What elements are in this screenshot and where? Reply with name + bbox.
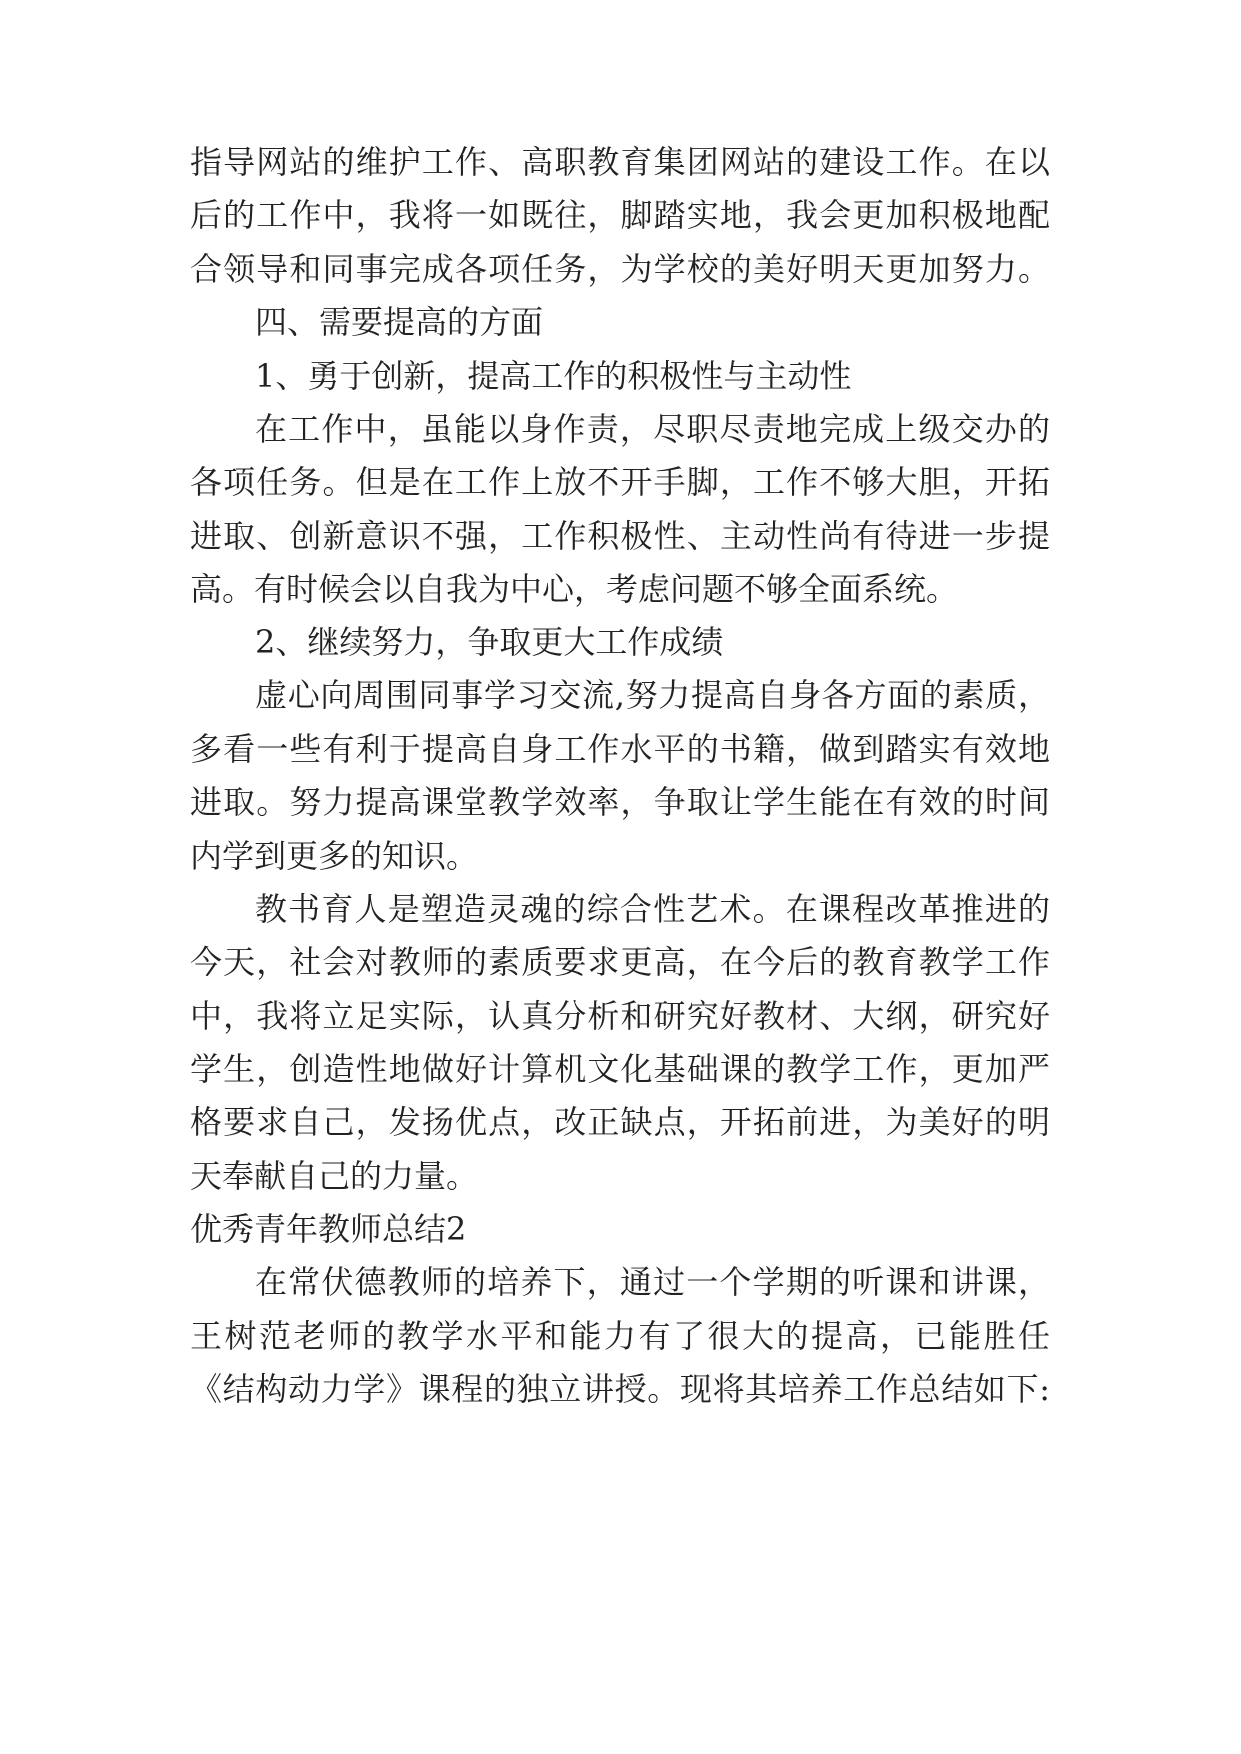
paragraph-line: 今天，社会对教师的素质要求更高，在今后的教育教学工作: [190, 943, 1050, 981]
paragraph-line: 在常伏德教师的培养下，通过一个学期的听课和讲课，: [255, 1263, 1050, 1301]
subsection-heading: 2、继续努力，争取更大工作成绩: [255, 623, 724, 661]
paragraph-line: 王树范老师的教学水平和能力有了很大的提高，已能胜任: [190, 1317, 1050, 1355]
paragraph-line: 虚心向周围同事学习交流,努力提高自身各方面的素质，: [255, 676, 1050, 714]
paragraph-line: 中，我将立足实际，认真分析和研究好教材、大纲，研究好: [190, 997, 1050, 1035]
paragraph-line: 指导网站的维护工作、高职教育集团网站的建设工作。在以: [190, 143, 1050, 181]
paragraph-line: 进取、创新意识不强，工作积极性、主动性尚有待进一步提: [190, 517, 1050, 555]
document-section-title: 优秀青年教师总结2: [190, 1210, 467, 1248]
paragraph-line: 各项任务。但是在工作上放不开手脚，工作不够大胆，开拓: [190, 463, 1050, 501]
paragraph-line: 在工作中，虽能以身作责，尽职尽责地完成上级交办的: [255, 410, 1050, 448]
subsection-heading: 1、勇于创新，提高工作的积极性与主动性: [255, 357, 852, 395]
paragraph-line: 《结构动力学》课程的独立讲授。现将其培养工作总结如下:: [190, 1370, 1050, 1408]
paragraph-line: 天奉献自己的力量。: [190, 1157, 479, 1195]
paragraph-line: 高。有时候会以自我为中心，考虑问题不够全面系统。: [190, 570, 959, 608]
paragraph-line: 进取。努力提高课堂教学效率，争取让学生能在有效的时间: [190, 783, 1050, 821]
paragraph-line: 教书育人是塑造灵魂的综合性艺术。在课程改革推进的: [255, 890, 1050, 928]
paragraph-line: 合领导和同事完成各项任务，为学校的美好明天更加努力。: [190, 250, 1050, 288]
paragraph-line: 学生，创造性地做好计算机文化基础课的教学工作，更加严: [190, 1050, 1050, 1088]
paragraph-line: 后的工作中，我将一如既往，脚踏实地，我会更加积极地配: [190, 196, 1050, 234]
paragraph-line: 多看一些有利于提高自身工作水平的书籍，做到踏实有效地: [190, 730, 1050, 768]
paragraph-line: 格要求自己，发扬优点，改正缺点，开拓前进，为美好的明: [190, 1103, 1050, 1141]
section-heading: 四、需要提高的方面: [255, 303, 544, 341]
paragraph-line: 内学到更多的知识。: [190, 837, 479, 875]
